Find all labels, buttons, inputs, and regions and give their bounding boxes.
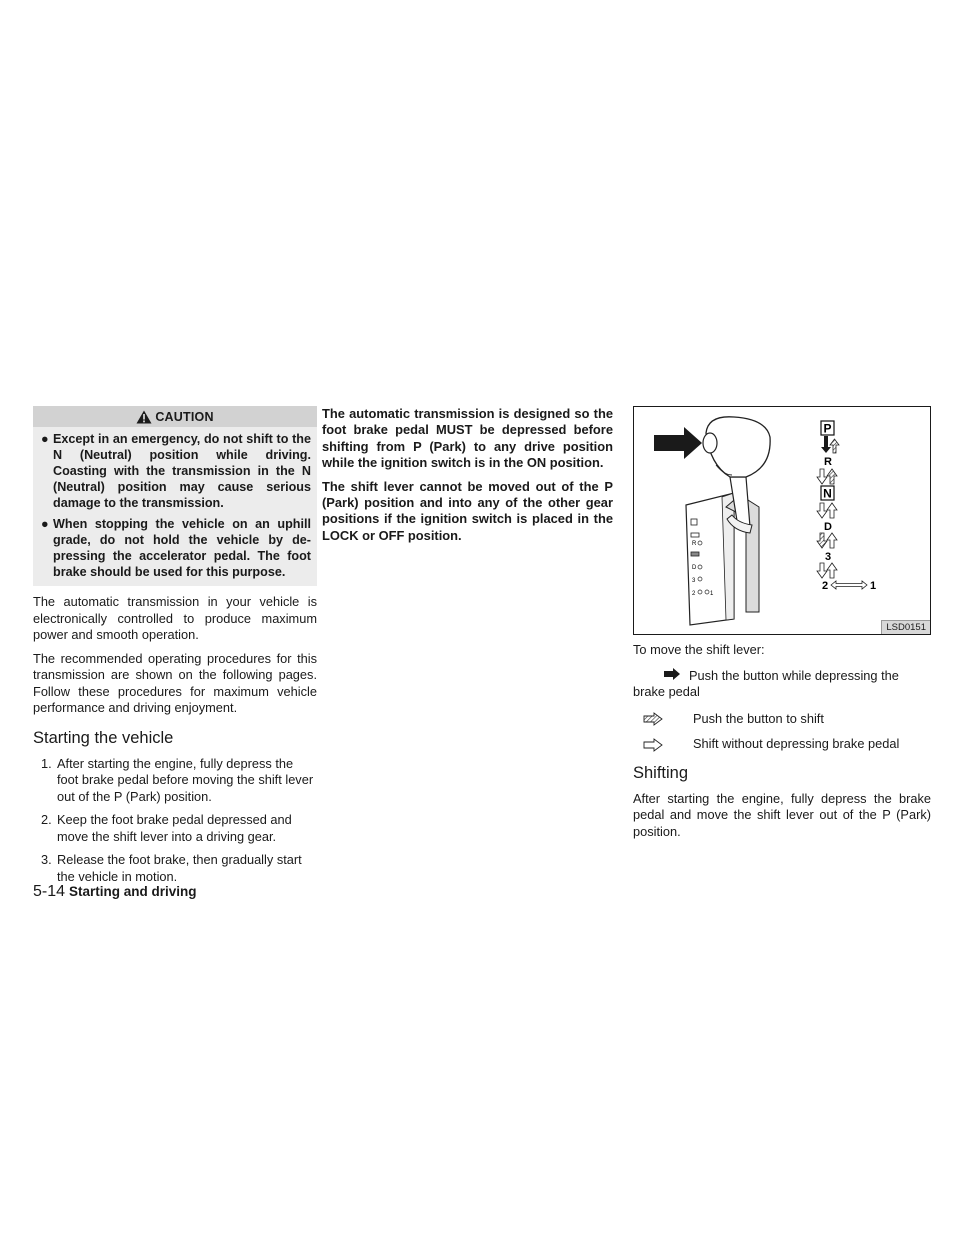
panel-label: 1	[710, 591, 714, 597]
solid-arrow-icon	[633, 668, 681, 685]
legend-text: Push the button while depressing the brake pedal	[633, 667, 899, 700]
figure-code: LSD0151	[881, 620, 930, 634]
caution-header	[33, 406, 317, 427]
legend-text: Push the button to shift	[693, 710, 824, 726]
column-left	[33, 406, 317, 892]
gear-label-3: 3	[824, 551, 832, 563]
push-arrow-icon	[654, 427, 702, 459]
caution-item	[41, 516, 311, 580]
panel-label: 2	[692, 591, 696, 597]
step-number: 3.	[41, 852, 52, 867]
panel-label: R	[692, 541, 697, 547]
shift-button	[703, 433, 717, 453]
caution-body	[33, 427, 317, 586]
starting-heading: Starting the vehicle	[33, 728, 174, 747]
legend-item-solid	[633, 668, 931, 701]
legend-item-outline	[633, 736, 931, 753]
gear-label-1: 1	[869, 580, 877, 592]
step-text: After starting the engine, fully depress the foot brake pedal before moving the shift lever out of the P (Park) position.	[57, 755, 314, 804]
bullet-icon: ●	[41, 517, 49, 531]
page-footer	[33, 883, 197, 901]
shifting-heading: Shifting	[633, 763, 689, 782]
legend-text: Shift without depressing brake pedal	[693, 736, 900, 752]
panel-label: 3	[692, 578, 696, 584]
step-text: Keep the foot brake pedal depressed and move the shift lever into a driving gear.	[57, 812, 292, 844]
procedures-paragraph: The recommended operating procedures for this transmission are shown on the following pages. Follow these procedures for maximum vehicle performance and driving enjoyment.	[33, 650, 317, 715]
list-item	[33, 852, 317, 885]
step-text: Release the foot brake, then gradually start the vehicle in motion.	[57, 852, 302, 884]
outline-arrow-icon	[643, 738, 663, 752]
lock-paragraph: The shift lever cannot be moved out of the P (Park) position and into any of the other gear positions if the ignition switch is placed in the LOCK or OFF position.	[322, 478, 613, 543]
intro-paragraph: The automatic transmission in your vehicle is electronically controlled to produce maximum power and smooth operation.	[33, 594, 317, 642]
column-right	[633, 406, 931, 840]
hatched-arrow-icon	[643, 712, 663, 726]
page-number: 5-14	[33, 883, 66, 900]
step-number: 2.	[41, 812, 52, 827]
caution-box	[33, 406, 317, 586]
shift-lever-illustration	[634, 407, 930, 634]
caution-title: CAUTION	[155, 409, 214, 424]
caution-item-text: When stopping the vehicle on an uphill grade, do not hold the vehicle by de-pressing the accelerator pedal. The foot brake should be used for this purpose.	[53, 517, 311, 579]
starting-steps	[33, 756, 317, 886]
gear-label-r: R	[824, 456, 832, 468]
list-item	[33, 812, 317, 845]
caution-item	[41, 431, 311, 511]
section-title: Starting and driving	[69, 884, 197, 899]
shifting-paragraph: After starting the engine, fully depress the brake pedal and move the shift lever out of the P (Park) position.	[633, 790, 931, 839]
list-item	[33, 756, 317, 806]
shift-lever-figure	[633, 406, 931, 635]
gear-label-2: 2	[821, 580, 829, 592]
gear-label-d: D	[824, 521, 832, 533]
brake-requirement-paragraph: The automatic transmission is designed so the foot brake pedal MUST be depressed before shifting from P (Park) to any drive position while the ignition switch is in the ON position.	[322, 406, 613, 471]
gear-label-n: N	[823, 486, 832, 501]
legend-item-hatched	[633, 711, 931, 728]
column-middle	[322, 406, 613, 551]
caution-item-text: Except in an emergency, do not shift to the N (Neutral) position while driving. Coasting with the transmission in the N (Neutral) position may cause serious damage to the transmission.	[53, 432, 311, 510]
panel-label: D	[692, 565, 697, 571]
legend-intro: To move the shift lever:	[633, 642, 765, 657]
bullet-icon: ●	[41, 432, 49, 446]
gear-label-p: P	[823, 421, 832, 436]
step-number: 1.	[41, 755, 52, 771]
warning-icon	[136, 410, 152, 424]
